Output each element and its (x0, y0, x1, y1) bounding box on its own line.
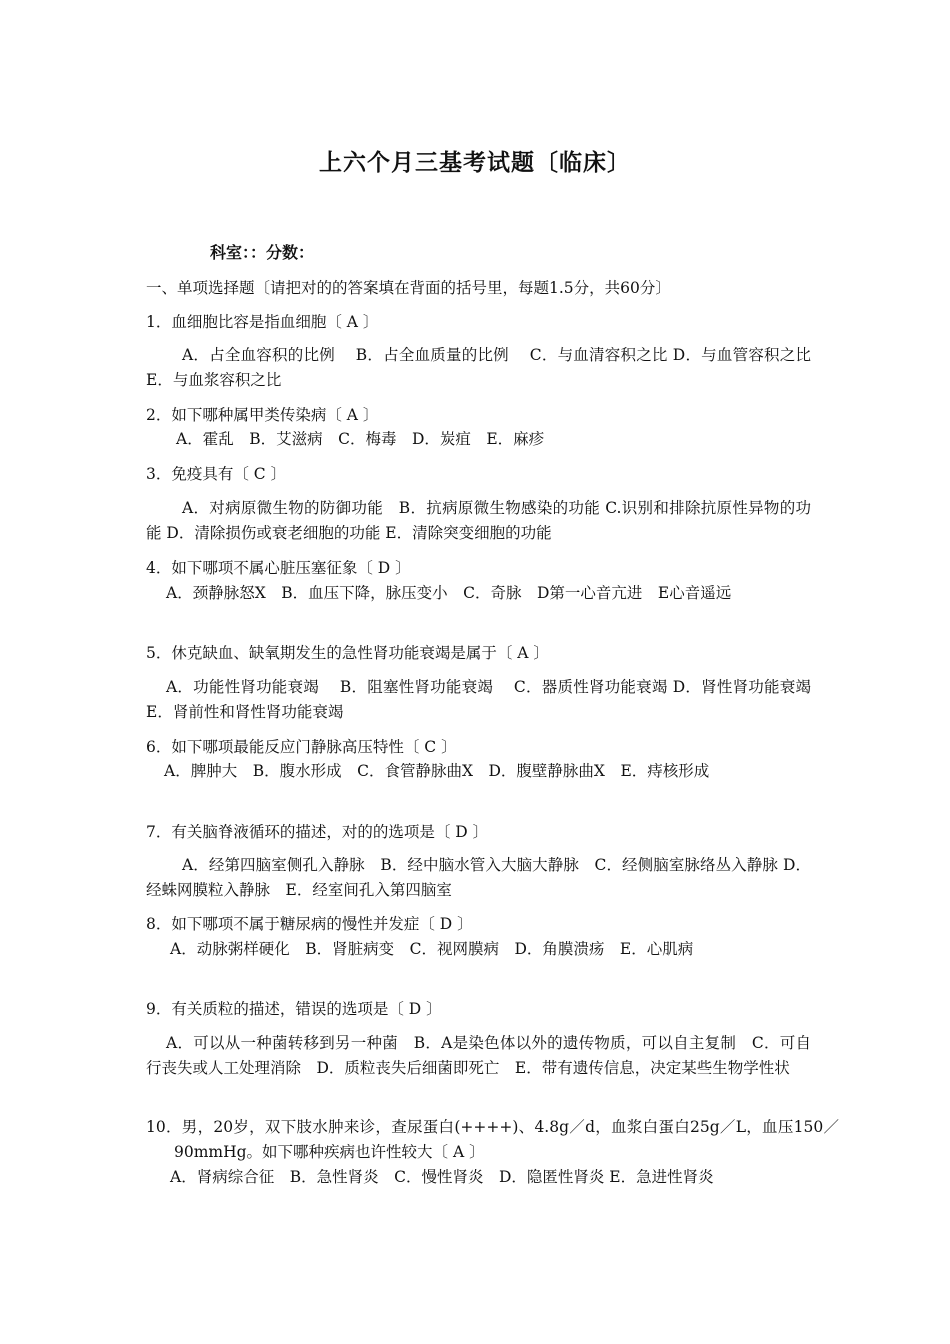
question-9-options: A．可以从一种菌转移到另一种菌 B．A是染色体以外的遗传物质，可以自主复制 C．可自行丧失或人工处理消除 D．质粒丧失后细菌即死亡 E．带有遗传信息，决定某些生物学性状 (146, 1034, 811, 1077)
question-4-stem: 4．如下哪项不属心脏压塞征象〔 D 〕 (146, 559, 411, 577)
question-4-options: A．颈静脉怒X B．血压下降，脉压变小 C．奇脉 D第一心音亢进 E心音遥远 (166, 584, 732, 602)
question-8-options: A．动脉粥样硬化 B．肾脏病变 C．视网膜病 D．角膜溃疡 E．心肌病 (170, 940, 694, 958)
question-6-options: A．脾肿大 B．腹水形成 C．食管静脉曲X D．腹壁静脉曲X E．痔核形成 (164, 762, 710, 780)
question-5-options: A．功能性肾功能衰竭 B．阻塞性肾功能衰竭 C．器质性肾功能衰竭 D．肾性肾功能衰竭 E．肾前性和肾性肾功能衰竭 (146, 678, 827, 721)
dept-score-line: 科室：：分数： (210, 243, 315, 262)
page-title: 上六个月三基考试题〔临床〕 (319, 149, 631, 176)
question-1-options: A．占全血容积的比例 B．占全血质量的比例 C．与血清容积之比 D．与血管容积之比 E．与血浆容积之比 (146, 346, 827, 389)
question-10-stem: 10．男，20岁，双下肢水肿来诊，查尿蛋白(++++)、4.8g／d，血浆白蛋白25g／L，血压150／90mmHg。如下哪种疾病也许性较大〔 A 〕 (146, 1118, 839, 1161)
question-7-stem: 7．有关脑脊液循环的描述，对的的选项是〔 D 〕 (146, 823, 489, 841)
question-10-options: A．肾病综合征 B．急性肾炎 C．慢性肾炎 D．隐匿性肾炎 E．急进性肾炎 (170, 1168, 714, 1186)
question-9-stem: 9．有关质粒的描述，错误的选项是〔 D 〕 (146, 1000, 442, 1018)
question-8-stem: 8．如下哪项不属于糖尿病的慢性并发症〔 D 〕 (146, 915, 473, 933)
question-3-stem: 3．免疫具有〔 C 〕 (146, 465, 287, 483)
question-6-stem: 6．如下哪项最能反应门静脉高压特性〔 C 〕 (146, 738, 457, 756)
question-7-options: A．经第四脑室侧孔入静脉 B．经中脑水管入大脑大静脉 C．经侧脑室脉络丛入静脉 D．经蛛网膜粒入静脉 E．经室间孔入第四脑室 (146, 856, 811, 899)
section-heading: 一、单项选择题〔请把对的的答案填在背面的括号里，每题1.5分，共60分〕 (146, 279, 671, 297)
question-2-options: A．霍乱 B．艾滋病 C．梅毒 D．炭疽 E．麻疹 (176, 430, 545, 448)
question-5-stem: 5．休克缺血、缺氧期发生的急性肾功能衰竭是属于〔 A 〕 (146, 644, 549, 662)
question-2-stem: 2．如下哪种属甲类传染病〔 A 〕 (146, 406, 379, 424)
question-3-options: A．对病原微生物的防御功能 B．抗病原微生物感染的功能 C.识别和排除抗原性异物的功能 D．清除损伤或衰老细胞的功能 E．清除突变细胞的功能 (146, 499, 811, 542)
question-1-stem: 1．血细胞比容是指血细胞〔 A 〕 (146, 313, 379, 331)
